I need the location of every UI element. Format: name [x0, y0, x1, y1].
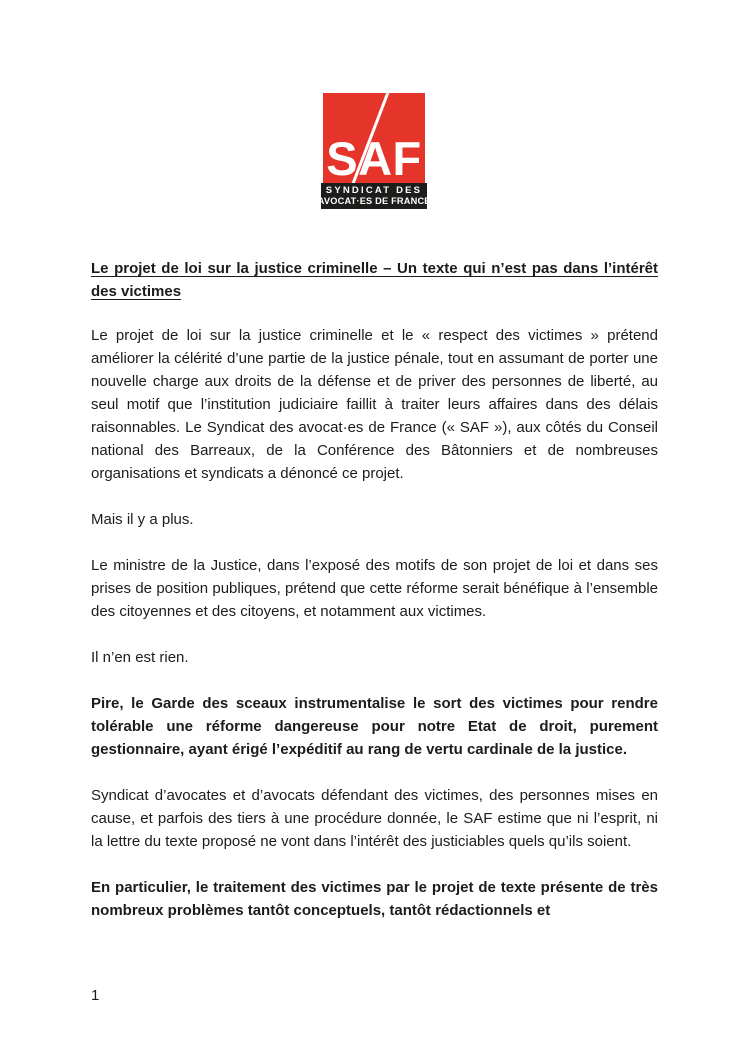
paragraph-mais-il-y-a-plus: Mais il y a plus. [91, 511, 194, 528]
paragraph-intro: Le projet de loi sur la justice criminelle et le « respect des victimes » prétend améliorer la célérité d’une partie de la justice pénale, tout en assumant de porter une nouvelle charge aux droits de la défense et de priver des personnes de liberté, au seul motif que l’institution judiciaire faillit à traiter leurs affaires dans des délais raisonnables. Le Syndicat des avocat·es de France (« SAF »), aux côtés du Conseil national des Barreaux, de la Conférence des Bâtonniers et de nombreuses organisations et syndicats a dénoncé ce projet. [91, 327, 658, 482]
paragraph-ministre-justice: Le ministre de la Justice, dans l’exposé des motifs de son projet de loi et dans ses prises de position publiques, prétend que cette réforme serait bénéfique à l’ensemble des citoyennes et des citoyens, et notamment aux victimes. [91, 557, 658, 620]
page-number: 1 [91, 987, 100, 1004]
document-body [91, 257, 658, 945]
paragraph-en-particulier: En particulier, le traitement des victimes par le projet de texte présente de très nombreux problèmes tantôt conceptuels, tantôt rédactionnels et [91, 879, 658, 919]
document-title: Le projet de loi sur la justice criminelle – Un texte qui n’est pas dans l’intérêt des victimes [91, 260, 658, 300]
paragraph-il-nen-est-rien: Il n’en est rien. [91, 649, 189, 666]
saf-logo [317, 93, 431, 209]
saf-logo-red-square [323, 93, 425, 183]
paragraph-pire-garde-des-sceaux: Pire, le Garde des sceaux instrumentalise le sort des victimes pour rendre tolérable une réforme dangereuse pour notre Etat de droit, purement gestionnaire, ayant érigé l’expéditif au rang de vertu cardinale de la justice. [91, 695, 658, 758]
saf-logo-acronym: SAF [326, 132, 422, 183]
saf-logo-banner [317, 183, 431, 209]
logo-org-name-line1: SYNDICAT DES [325, 185, 423, 196]
paragraph-syndicat-avocates: Syndicat d’avocates et d’avocats défendant des victimes, des personnes mises en cause, et parfois des tiers à une procédure donnée, le SAF estime que ni l’esprit, ni la lettre du texte proposé ne vont dans l’intérêt des justiciables quels qu’ils soient. [91, 787, 658, 850]
logo-org-name-line2: AVOCAT·ES DE FRANCE [317, 196, 431, 207]
